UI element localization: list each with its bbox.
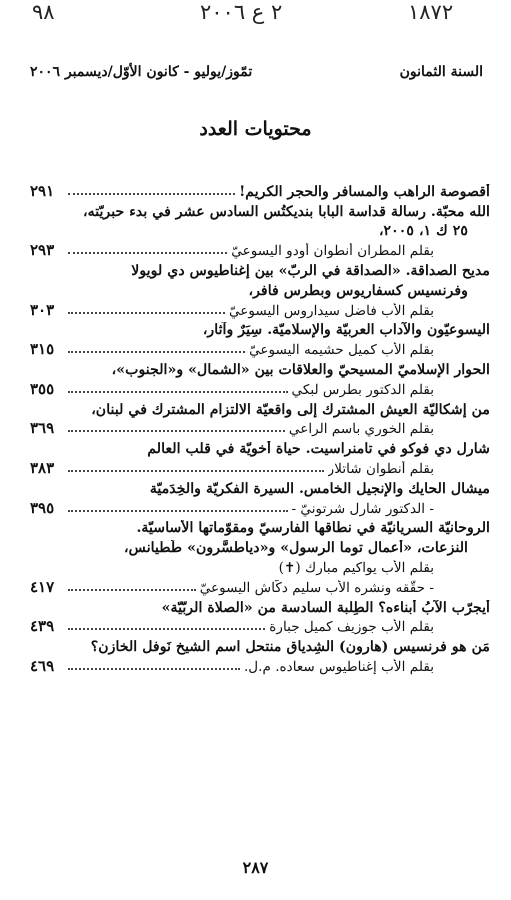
toc-entry-text: بقلم الأب يواكيم مبارك (✝) bbox=[278, 559, 434, 576]
handwritten-note-right: ١٨٧٢ bbox=[408, 0, 454, 24]
toc-title-line bbox=[30, 477, 490, 497]
running-header bbox=[30, 60, 483, 84]
toc-author-line bbox=[30, 497, 490, 517]
toc-entry-text: بقلم الخوري باسم الراعي bbox=[288, 421, 434, 438]
dot-leader bbox=[68, 510, 288, 512]
toc-author-line bbox=[30, 239, 490, 259]
dot-leader bbox=[68, 351, 245, 353]
toc-entry-text: بقلم الأب فاضل سيداروس اليسوعيّ bbox=[228, 302, 434, 319]
toc-page-number: ٤٦٩ bbox=[30, 656, 55, 675]
toc-page-number: ٤٣٩ bbox=[30, 617, 55, 636]
toc-entry-text: بقلم أنطوان شاتلار bbox=[327, 460, 434, 477]
toc-page-number: ٢٩١ bbox=[30, 181, 55, 200]
header-year-label: السنة الثمانون bbox=[399, 64, 483, 80]
dot-leader bbox=[68, 312, 225, 314]
toc-title-line bbox=[30, 536, 490, 556]
handwritten-note-middle: ٢ ع ٢٠٠٦ bbox=[200, 0, 283, 24]
toc-entry-text: بقلم الأب إغناطيوس سعاده. م.ل. bbox=[243, 658, 434, 675]
toc-title-line bbox=[30, 437, 490, 457]
page-number: ٢٨٧ bbox=[242, 858, 269, 877]
dot-leader bbox=[68, 668, 240, 670]
toc-entry-text: أيجرّب الآبُ أبناءه؟ الطِلبة السادسة من «الصلاة الربّيّة» bbox=[161, 599, 490, 616]
toc-entry-text: بقلم المطران أنطوان أودو اليسوعيّ bbox=[231, 243, 434, 260]
toc-author-line bbox=[30, 299, 490, 319]
toc-page-number: ٢٩٣ bbox=[30, 241, 55, 260]
toc-title-line bbox=[30, 200, 490, 220]
toc-author-line bbox=[30, 457, 490, 477]
toc-author-line bbox=[30, 556, 490, 576]
toc-title-line bbox=[30, 259, 490, 279]
toc-title-line bbox=[30, 358, 490, 378]
toc-entry-text: بقلم الدكتور بطرس لبكي bbox=[291, 381, 434, 398]
toc-entry-text: مديح الصداقة. «الصداقة في الربّ» بين إغناطيوس دي لويولا bbox=[131, 262, 490, 279]
dot-leader bbox=[68, 628, 265, 630]
toc-title-line bbox=[30, 319, 490, 339]
toc-title-line bbox=[30, 220, 490, 240]
table-of-contents bbox=[30, 180, 490, 675]
toc-title-line bbox=[30, 635, 490, 655]
toc-entry-text: بقلم الأب كميل حشيمه اليسوعيّ bbox=[249, 342, 434, 359]
toc-entry-text: شارل دي فوكو في تامنراسيت. حياة أخويّة في قلب العالم bbox=[147, 441, 490, 458]
toc-entry-text: ميشال الحايك والإنجيل الخامس. السيرة الفكريّة والخِدَميّة bbox=[149, 480, 490, 497]
toc-entry-text: بقلم الأب جوزيف كميل جبارة bbox=[269, 619, 434, 636]
toc-entry-text: الحوار الإسلاميّ المسيحيّ والعلاقات بين «الشمال» و«الجنوب»، bbox=[111, 361, 490, 378]
toc-page-number: ٣٥٥ bbox=[30, 379, 55, 398]
header-date-range: تمّوز/يوليو - كانون الأوّل/ديسمبر ٢٠٠٦ bbox=[30, 64, 253, 80]
toc-title-line bbox=[30, 398, 490, 418]
dot-leader bbox=[68, 252, 227, 254]
toc-title-line bbox=[30, 180, 490, 200]
toc-entry-text: الله محبّة. رسالة قداسة البابا بنديكتُس السادس عشر في بدء حبريّته، bbox=[83, 203, 490, 220]
toc-entry-text: النزعات، «أعمال توما الرسول» و«دياطسَّرون» طَطيانس، bbox=[124, 540, 468, 557]
dot-leader bbox=[68, 589, 196, 591]
toc-entry-text: وفرنسيس كسفاريوس وبطرس فافر، bbox=[248, 282, 468, 299]
toc-entry-text: الروحانيّة السريانيّة في نطاقها الفارسيّ ومقوّماتها الأساسيّة. bbox=[136, 520, 490, 537]
dot-leader bbox=[68, 430, 285, 432]
toc-page-number: ٣٨٣ bbox=[30, 458, 55, 477]
toc-title-line bbox=[30, 596, 490, 616]
toc-entry-text: - حقّقه ونشره الأب سليم دكّاش اليسوعيّ bbox=[199, 579, 434, 596]
toc-page-number: ٤١٧ bbox=[30, 577, 55, 596]
toc-entry-text: - الدكتور شارل شرتونيّ - bbox=[291, 500, 434, 517]
toc-page-number: ٣٦٩ bbox=[30, 419, 55, 438]
toc-entry-text: من إشكاليّة العيش المشترك إلى واقعيّة الالتزام المشترك في لبنان، bbox=[91, 401, 490, 418]
toc-entry-text: ٢٥ ك ١، ٢٠٠٥، bbox=[378, 223, 468, 240]
toc-author-line bbox=[30, 418, 490, 438]
toc-title-line bbox=[30, 517, 490, 537]
handwritten-note-left: ٩٨ bbox=[32, 0, 55, 24]
dot-leader bbox=[68, 470, 324, 472]
toc-title-line bbox=[30, 279, 490, 299]
toc-author-line bbox=[30, 378, 490, 398]
toc-author-line bbox=[30, 338, 490, 358]
toc-entry-text: أقصوصة الراهب والمسافر والحجر الكريم! bbox=[239, 183, 490, 200]
toc-author-line bbox=[30, 576, 490, 596]
dot-leader bbox=[68, 193, 235, 195]
toc-page-number: ٣٩٥ bbox=[30, 498, 55, 517]
toc-entry-text: اليسوعيّون والآداب العربيّة والإسلاميّة. سِيَرٌ وآثار، bbox=[202, 322, 490, 339]
toc-page-number: ٣٠٣ bbox=[30, 300, 55, 319]
toc-author-line bbox=[30, 655, 490, 675]
toc-author-line bbox=[30, 616, 490, 636]
page-title: محتويات العدد bbox=[199, 118, 312, 140]
toc-page-number: ٣١٥ bbox=[30, 340, 55, 359]
dot-leader bbox=[68, 391, 288, 393]
toc-entry-text: مَن هو فرنسيس (هارون) الشِدياق منتحل اسم الشيخ نَوفل الخازن؟ bbox=[90, 639, 490, 656]
